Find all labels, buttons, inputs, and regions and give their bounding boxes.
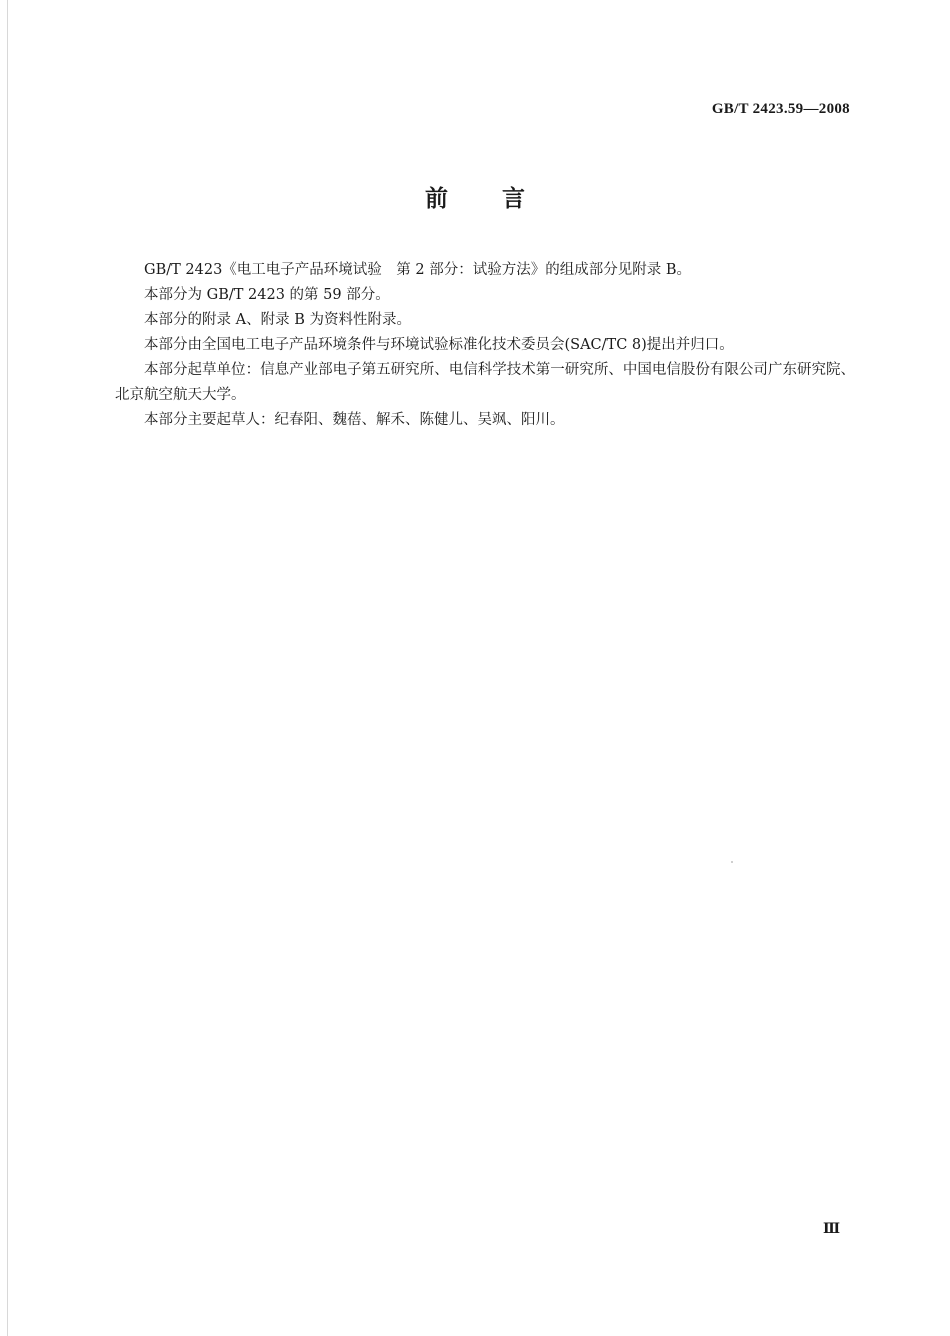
foreword-body — [115, 258, 855, 433]
page-number: Ⅲ — [822, 1222, 840, 1237]
standard-number: GB/T 2423.59—2008 — [711, 101, 850, 117]
paragraph-composition: GB/T 2423《电工电子产品环境试验 第 2 部分：试验方法》的组成部分见附录 B。 — [144, 262, 692, 278]
scan-speck — [731, 861, 733, 863]
paragraph-drafting-units: 本部分起草单位：信息产业部电子第五研究所、电信科学技术第一研究所、中国电信股份有限公司广东研究院、北京航空航天大学。 — [115, 362, 855, 403]
paragraph-drafters: 本部分主要起草人：纪春阳、魏蓓、解禾、陈健儿、吴飒、阳川。 — [144, 412, 565, 428]
paragraph-annexes: 本部分的附录 A、附录 B 为资料性附录。 — [144, 312, 411, 328]
paragraph-proposer: 本部分由全国电工电子产品环境条件与环境试验标准化技术委员会(SAC/TC 8)提出并归口。 — [144, 337, 734, 353]
page-title: 前言 — [425, 186, 579, 212]
paragraph-part-number: 本部分为 GB/T 2423 的第 59 部分。 — [144, 287, 390, 303]
